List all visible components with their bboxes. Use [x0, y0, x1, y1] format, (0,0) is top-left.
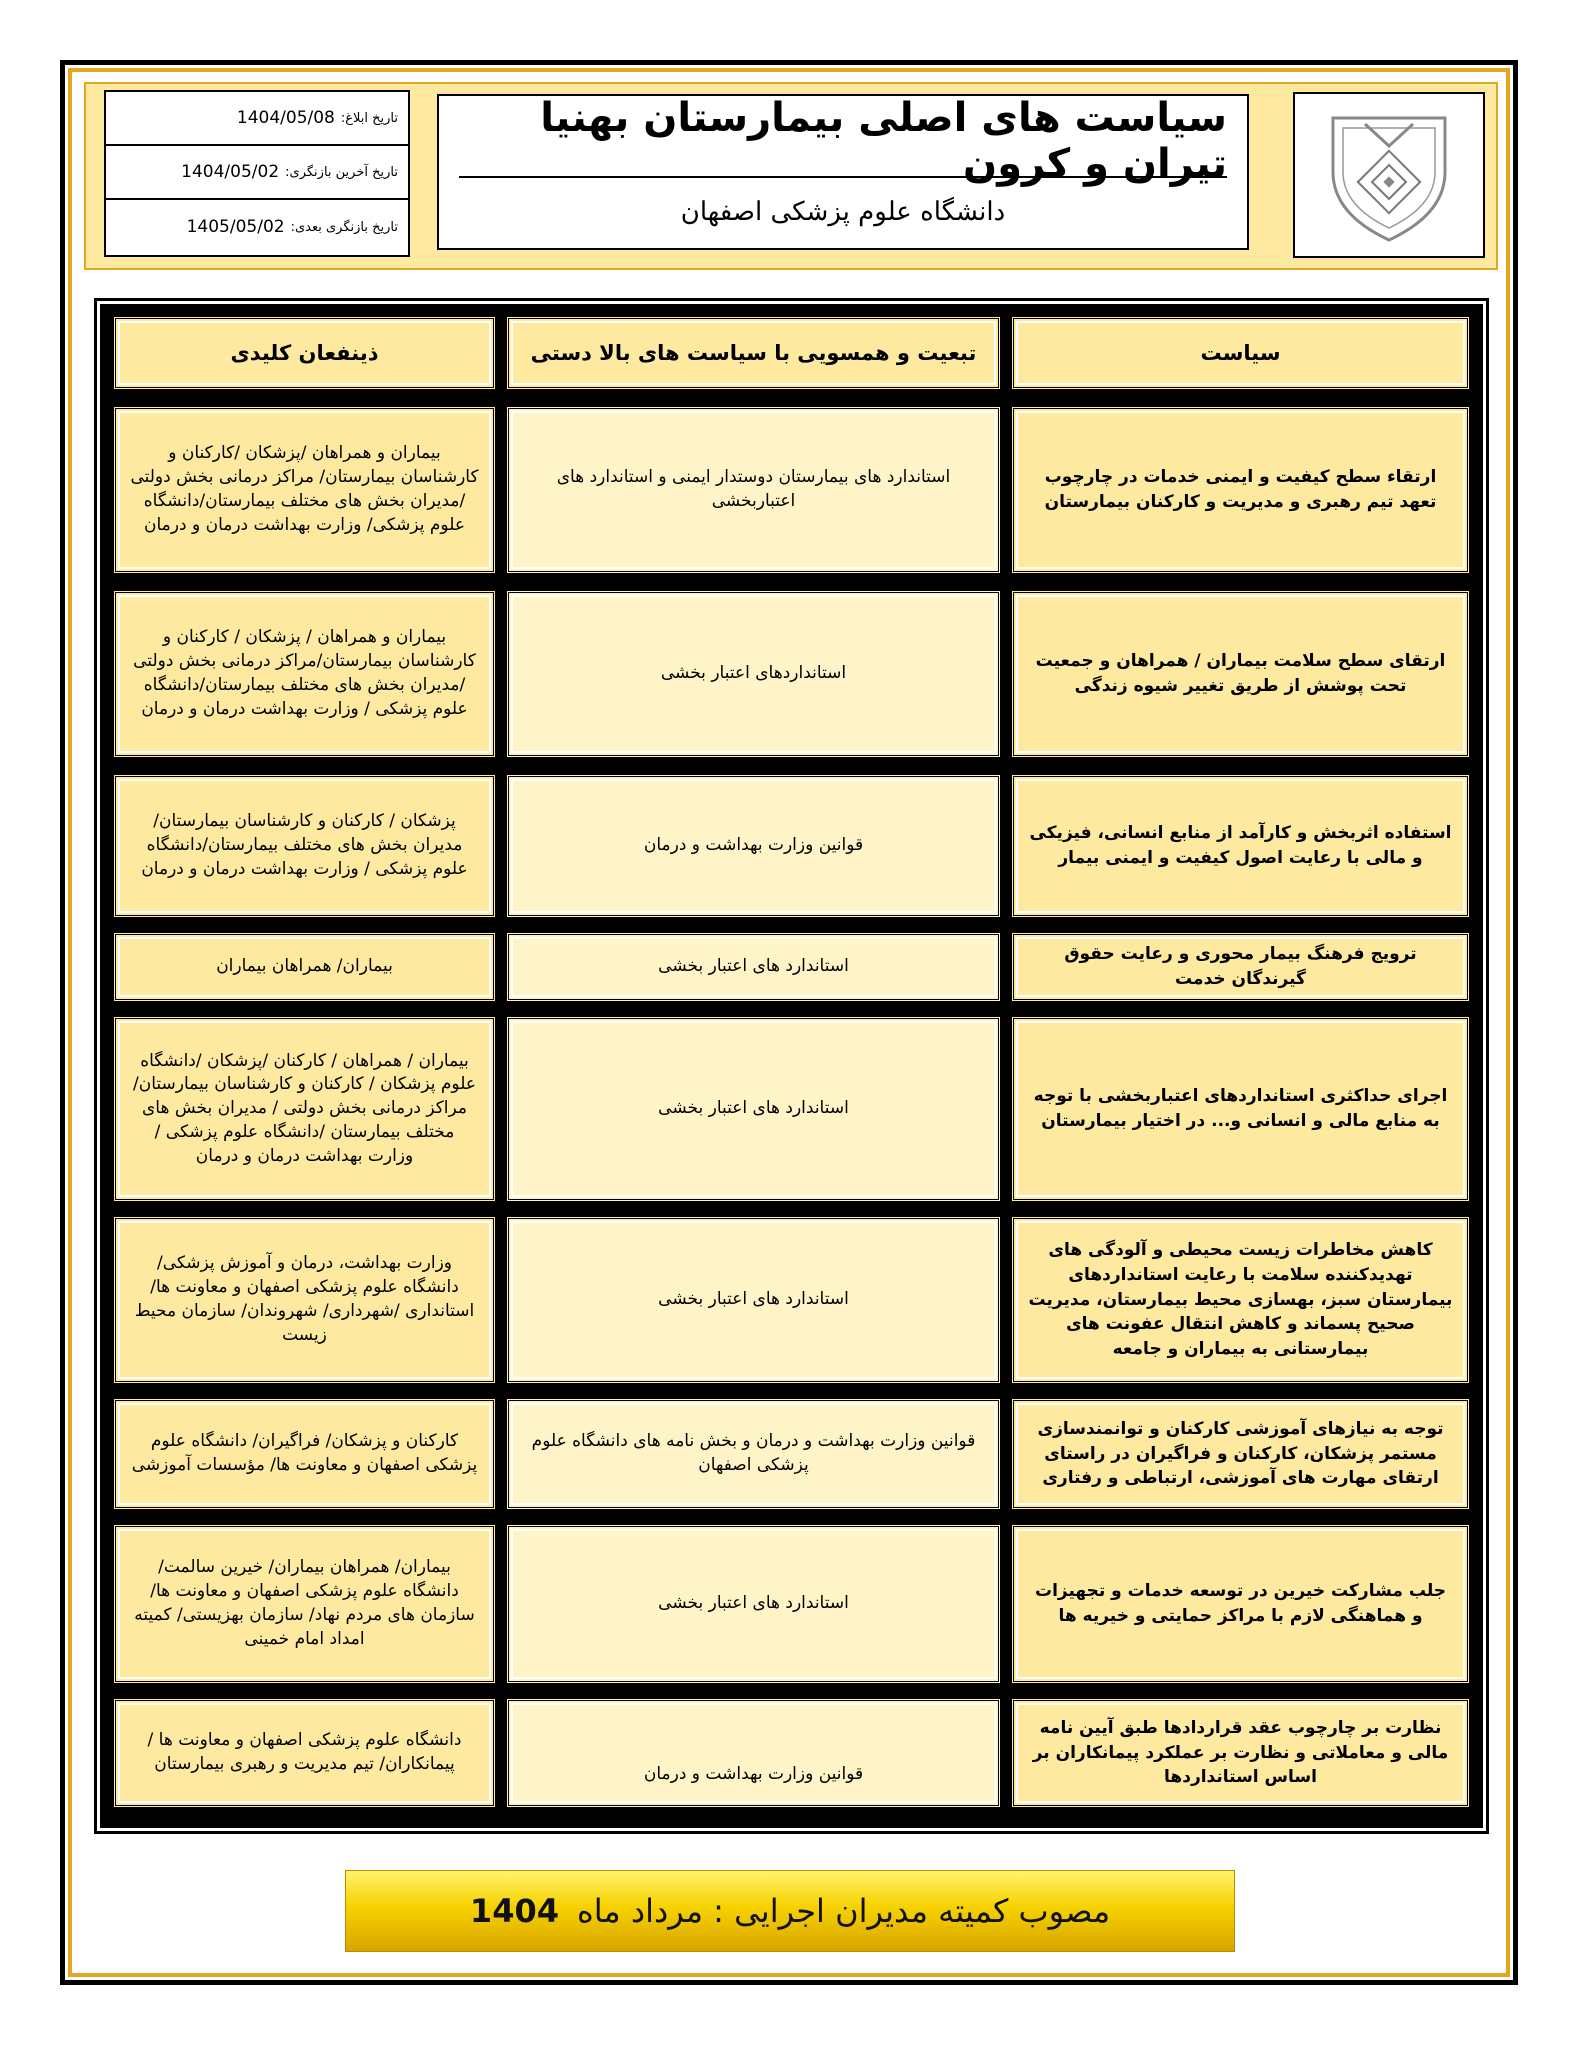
policy-cell: جلب مشارکت خیرین در توسعه خدمات و تجهیزات و هماهنگی لازم با مراکز حمایتی و خیریه ها	[1011, 1524, 1470, 1684]
stakeholders-cell: بیماران و همراهان / پزشکان / کارکنان و کارشناسان بیمارستان/مراکز درمانی بخش دولتی /مدیران بخش های مختلف بیمارستان/دانشگاه علوم پزشکی / وزارت بهداشت درمان و درمان	[113, 590, 496, 758]
header-policy: سیاست	[1011, 316, 1470, 390]
approval-text: مصوب کمیته مدیران اجرایی : مرداد ماه	[576, 1892, 1111, 1930]
alignment-cell: استانداردهای اعتبار بخشی	[506, 590, 1001, 758]
university-logo	[1293, 92, 1485, 258]
date-row-next-review	[106, 200, 408, 254]
title-box	[437, 94, 1249, 250]
stakeholders-cell: وزارت بهداشت، درمان و آموزش پزشکی/ دانشگاه علوم پزشکی اصفهان و معاونت ها/ استانداری /شهرداری/ شهروندان/ سازمان محیط زیست	[113, 1216, 496, 1384]
shield-logo-icon	[1295, 94, 1483, 256]
policy-cell: توجه به نیازهای آموزشی کارکنان و توانمندسازی مستمر پزشکان، کارکنان و فراگیران در راستای ارتقای مهارت های آموزشی، ارتباطی و رفتاری	[1011, 1398, 1470, 1510]
policy-cell: نظارت بر چارچوب عقد قراردادها طبق آیین نامه مالی و معاملاتی و نظارت بر عملکرد پیمانکاران بر اساس استانداردها	[1011, 1698, 1470, 1808]
stakeholders-cell: بیماران و همراهان /پزشکان /کارکنان و کارشناسان بیمارستان/ مراکز درمانی بخش دولتی /مدیران بخش های مختلف بیمارستان/دانشگاه علوم پزشکی/ وزارت بهداشت درمان و درمان	[113, 406, 496, 574]
date-label: تاریخ بازنگری بعدی:	[290, 219, 398, 235]
stakeholders-cell: کارکنان و پزشکان/ فراگیران/ دانشگاه علوم پزشکی اصفهان و معاونت ها/ مؤسسات آموزشی	[113, 1398, 496, 1510]
policy-cell: استفاده اثربخش و کارآمد از منابع انسانی، فیزیکی و مالی با رعایت اصول کیفیت و ایمنی بیمار	[1011, 774, 1470, 918]
stakeholders-cell: بیماران/ همراهان بیماران	[113, 932, 496, 1002]
alignment-cell: استاندارد های اعتبار بخشی	[506, 1016, 1001, 1202]
header-alignment: تبعیت و همسویی با سیاست های بالا دستی	[506, 316, 1001, 390]
university-name: دانشگاه علوم پزشکی اصفهان	[680, 197, 1006, 227]
date-label: تاریخ آخرین بازنگری:	[285, 164, 398, 180]
stakeholders-cell: دانشگاه علوم پزشکی اصفهان و معاونت ها /پیمانکاران/ تیم مدیریت و رهبری بیمارستان	[113, 1698, 496, 1808]
date-row-last-review	[106, 146, 408, 200]
stakeholders-cell: پزشکان / کارکنان و کارشناسان بیمارستان/مدیران بخش های مختلف بیمارستان/دانشگاه علوم پزشکی / وزارت بهداشت درمان و درمان	[113, 774, 496, 918]
policy-cell: ترویج فرهنگ بیمار محوری و رعایت حقوق گیرندگان خدمت	[1011, 932, 1470, 1002]
date-value: 1404/05/08	[236, 108, 335, 128]
alignment-cell: قوانین وزارت بهداشت و درمان	[506, 1698, 1001, 1808]
date-row-issue	[106, 92, 408, 146]
header-stakeholders: ذینفعان کلیدی	[113, 316, 496, 390]
policy-cell: اجرای حداکثری استانداردهای اعتباربخشی با توجه به منابع مالی و انسانی و... در اختیار بیمارستان	[1011, 1016, 1470, 1202]
alignment-cell: قوانین وزارت بهداشت و درمان	[506, 774, 1001, 918]
alignment-cell: استاندارد های بیمارستان دوستدار ایمنی و استاندارد های اعتباربخشی	[506, 406, 1001, 574]
alignment-cell: استاندارد های اعتبار بخشی	[506, 932, 1001, 1002]
date-value: 1405/05/02	[186, 217, 285, 237]
policy-cell: ارتقاء سطح کیفیت و ایمنی خدمات در چارچوب تعهد تیم رهبری و مدیریت و کارکنان بیمارستان	[1011, 406, 1470, 574]
alignment-cell: قوانین وزارت بهداشت و درمان و بخش نامه های دانشگاه علوم پزشکی اصفهان	[506, 1398, 1001, 1510]
approval-banner	[345, 1870, 1235, 1952]
policy-cell: ارتقای سطح سلامت بیماران / همراهان و جمعیت تحت پوشش از طریق تغییر شیوه زندگی	[1011, 590, 1470, 758]
approval-year: 1404	[469, 1892, 559, 1930]
dates-box	[104, 90, 410, 257]
alignment-cell: استاندارد های اعتبار بخشی	[506, 1524, 1001, 1684]
policy-cell: کاهش مخاطرات زیست محیطی و آلودگی های تهدیدکننده سلامت با رعایت استانداردهای بیمارستان سبز، بهسازی محیط بیمارستان، مدیریت صحیح پسماند و کاهش انتقال عفونت های بیمارستانی به بیماران و جامعه	[1011, 1216, 1470, 1384]
alignment-cell: استاندارد های اعتبار بخشی	[506, 1216, 1001, 1384]
stakeholders-cell: بیماران/ همراهان بیماران/ خیرین سالمت/ دانشگاه علوم پزشکی اصفهان و معاونت ها/ سازمان های مردم نهاد/ سازمان بهزیستی/ کمیته امداد امام خمینی	[113, 1524, 496, 1684]
date-value: 1404/05/02	[181, 162, 280, 182]
page-title: سیاست های اصلی بیمارستان بهنیا تیران و کرون	[459, 106, 1227, 178]
date-label: تاریخ ابلاغ:	[340, 110, 398, 126]
stakeholders-cell: بیماران / همراهان / کارکنان /پزشکان /دانشگاه علوم پزشکان / کارکنان و کارشناسان بیمارستان/مراکز درمانی بخش دولتی / مدیران بخش های مختلف بیمارستان /دانشگاه علوم پزشکی / وزارت بهداشت درمان و درمان	[113, 1016, 496, 1202]
